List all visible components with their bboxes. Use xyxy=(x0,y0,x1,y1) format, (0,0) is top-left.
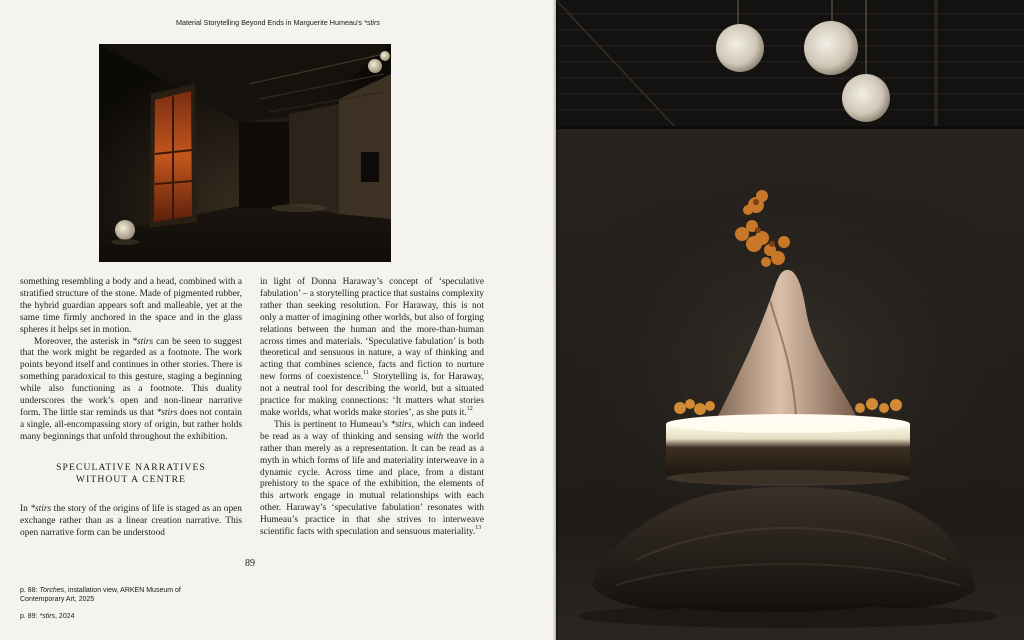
title-italic: *stirs xyxy=(132,336,154,347)
text-span: In xyxy=(20,503,31,514)
caption-text: , installation view, ARKEN Museum of Contemporary Art, 2025 xyxy=(20,587,181,604)
text-span: Moreover, the asterisk in xyxy=(34,336,133,347)
paragraph xyxy=(20,504,242,540)
running-head-text: Material Storytelling Beyond Ends in Marguerite Humeau’s xyxy=(175,18,365,27)
title-italic: *stirs xyxy=(390,419,412,430)
text-span: This is pertinent to Humeau’s xyxy=(274,419,391,430)
paragraph xyxy=(260,420,484,539)
installation-photo-graphic xyxy=(99,44,391,262)
text-column-2 xyxy=(260,277,484,539)
section-heading-line: WITHOUT A CENTRE xyxy=(75,473,187,485)
text-span: the world rather than merely as a representation. It can be read as a myth in which forms of life and materiality interweave in a dynamic cycle. Across time and place, from a distant prehistory to the space of the exhibition, the elements of this artwork engage in mutual relationships with each other. Haraway’s ‘speculative fabulation’ resonates with Humeau’s practice in that she strives to interweave scientific facts with speculation and sensuous materiality. xyxy=(260,431,485,538)
emphasis-italic: with xyxy=(427,431,444,442)
installation-photo-torches xyxy=(99,44,391,262)
caption-p89 xyxy=(20,612,75,621)
caption-text: p. 88: xyxy=(20,587,40,594)
page-gutter xyxy=(553,0,558,640)
footnote-marker: 13 xyxy=(475,525,482,532)
caption-title: Torches xyxy=(39,587,65,594)
page-number: 89 xyxy=(245,558,255,569)
text-span: the story of the origins of life is staged as an open exchange rather than as a linear creation narrative. This open narrative form can be understood xyxy=(20,503,242,538)
title-italic: *stirs xyxy=(156,407,178,418)
caption-text: , 2024 xyxy=(55,613,75,620)
running-head-title: *stirs xyxy=(364,18,381,27)
text-column-1 xyxy=(20,277,242,539)
artwork-photo-graphic xyxy=(556,0,1024,640)
section-heading xyxy=(20,462,242,486)
title-italic: *stirs xyxy=(30,503,52,514)
text-span: does not contain a single, all-encompassing story of origin, but rather holds many beginnings that unfold throughout the exhibition. xyxy=(20,407,242,442)
paragraph xyxy=(20,337,242,444)
section-heading-line: SPECULATIVE NARRATIVES xyxy=(56,461,206,473)
caption-p88 xyxy=(20,586,200,604)
text-span: can be seen to suggest that the work might be regarded as a footnote. The work points beyond itself and continues in other stories. There is something paradoxical to this gesture, staging a beginning while also functioning as a footnote. This duality underscores the work’s open and non-linear narrative form. The little star reminds us that xyxy=(20,336,242,418)
caption-title: *stirs xyxy=(39,613,56,620)
caption-text: p. 89: xyxy=(20,613,40,620)
running-head xyxy=(0,18,556,27)
footnote-marker: 12 xyxy=(466,405,473,412)
text-span: Storytelling is, for Haraway, not a neutral tool for describing the world, but a situated practice for making connections: ‘It matters what stories make worlds, what worlds make stories’, as she puts it. xyxy=(260,372,484,418)
footnote-marker: 11 xyxy=(363,370,369,377)
paragraph: something resembling a body and a head, combined with a stratified structure of the stone. Made of pigmented rubber, the hybrid guardian appears soft and malleable, yet at the same time firmly anchored in the space and in the glass spheres it helps set in motion. xyxy=(20,277,242,335)
text-span: in light of Donna Haraway’s concept of ‘speculative fabulation’ – a storytelling practice that sustains complexity rather than seeking resolution. For Haraway, this is not only a matter of imagining other worlds, but also of forging relations between the human and the more-than-human across times and materials. ‘Speculative fabulation’ is both theoretical and sensuous in nature, a way of thinking and acting that combines science, facts and fiction to nurture new forms of coexistence. xyxy=(260,277,484,383)
text-span: , which can indeed be read as a way of thinking and sensing xyxy=(260,419,484,442)
right-page-photo-stirs xyxy=(556,0,1024,640)
paragraph xyxy=(260,277,484,420)
